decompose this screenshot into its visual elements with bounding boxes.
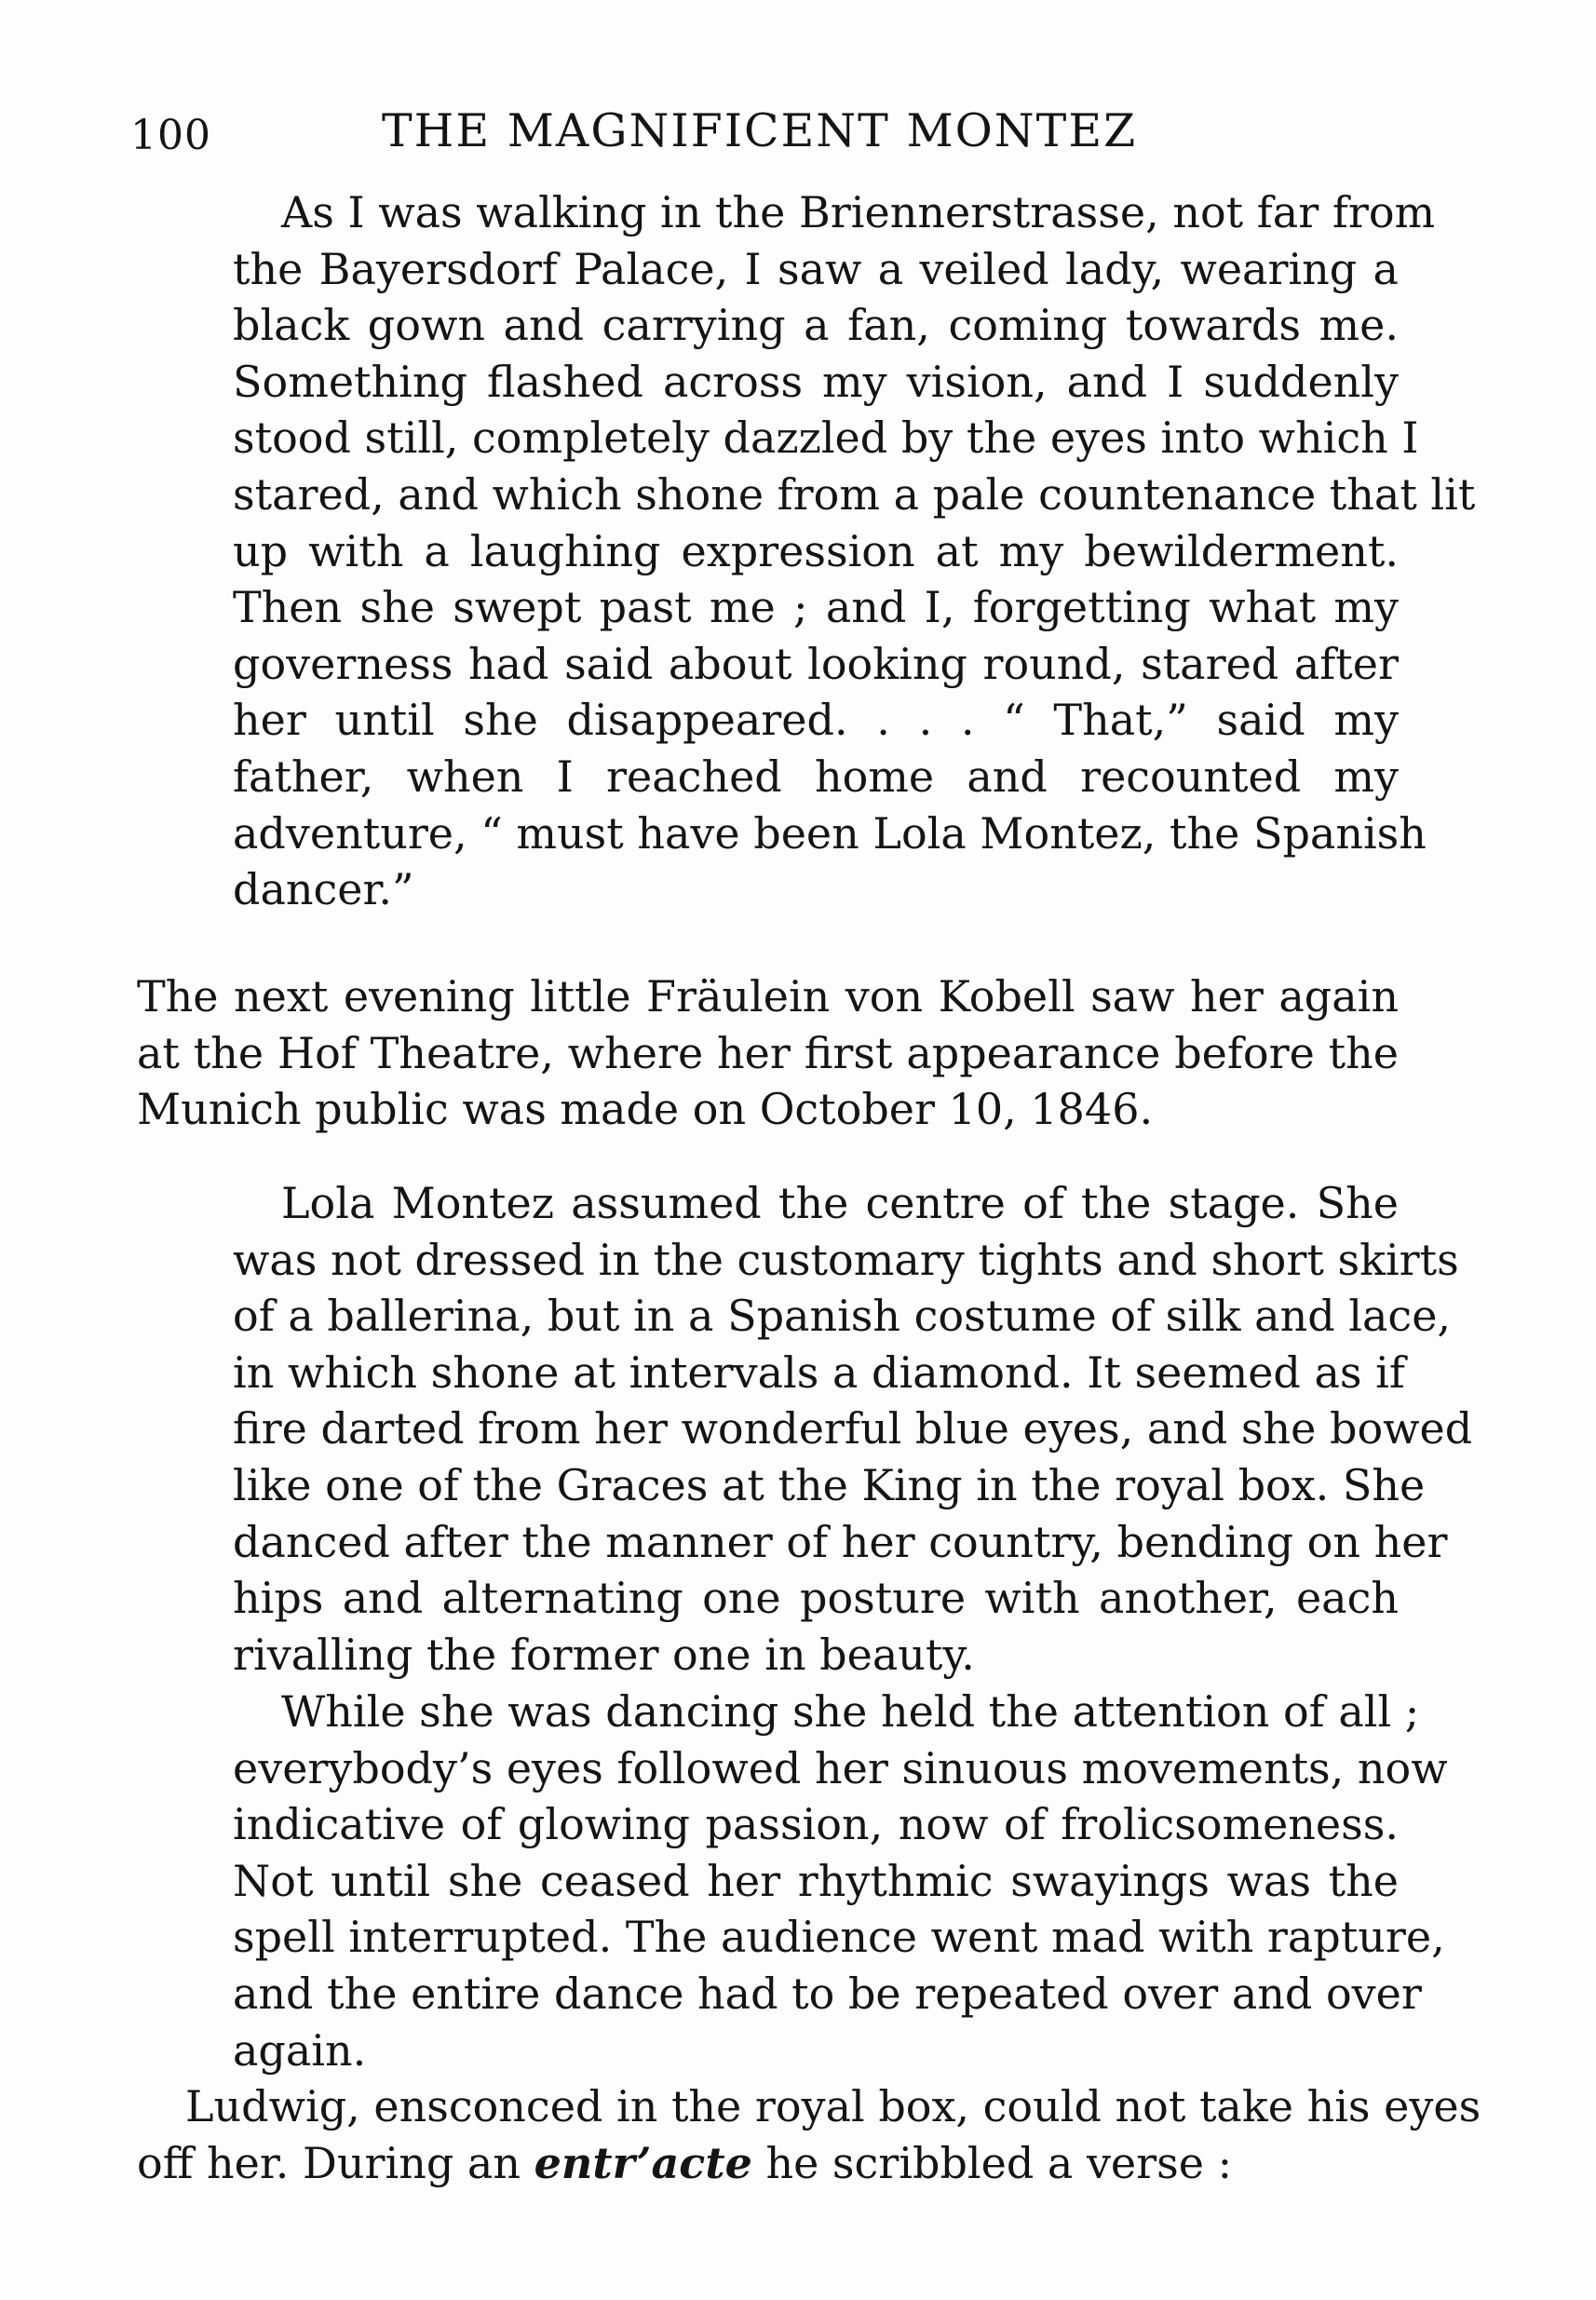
text-line: dancer.”: [233, 864, 414, 915]
text-line: fire darted from her wonderful blue eyes, and she bowed: [233, 1403, 1473, 1454]
text-fragment: he scribbled a verse :: [751, 2137, 1233, 2188]
text-line: everybody’s eyes followed her sinuous movements, now: [233, 1742, 1448, 1793]
text-line: her until she disappeared. . . . “ That,” said my: [233, 695, 1399, 746]
text-line: of a ballerina, but in a Spanish costume of silk and lace,: [233, 1291, 1452, 1342]
running-head: [130, 104, 1415, 169]
text-line: governess had said about looking round, stared after: [233, 638, 1399, 689]
text-line: As I was walking in the Briennerstrasse, not far from: [281, 187, 1436, 237]
text-line: stared, and which shone from a pale countenance that lit: [233, 468, 1476, 520]
text-line: father, when I reached home and recounted my: [233, 751, 1399, 802]
text-line-mixed: [137, 2135, 1399, 2192]
text-line: While she was dancing she held the attention of all ;: [281, 1686, 1420, 1737]
text-line: danced after the manner of her country, bending on her: [233, 1516, 1448, 1567]
text-line: Then she swept past me ; and I, forgetting what my: [233, 582, 1399, 633]
text-line: Munich public was made on October 10, 1846.: [137, 1084, 1154, 1135]
paragraph-ludwig-verse: [137, 2078, 1481, 2191]
text-line: again.: [233, 2024, 367, 2076]
text-fragment: off her. During an: [137, 2137, 534, 2188]
text-line: in which shone at intervals a diamond. It seemed as if: [233, 1346, 1405, 1398]
text-line: hips and alternating one posture with another, each: [233, 1573, 1399, 1624]
page-number: 100: [130, 112, 211, 159]
text-line: at the Hof Theatre, where her first appearance before the: [137, 1027, 1399, 1078]
text-line: spell interrupted. The audience went mad with rapture,: [233, 1912, 1445, 1963]
text-line: Lola Montez assumed the centre of the stage. She: [281, 1178, 1399, 1228]
text-line: Something flashed across my vision, and I suddenly: [233, 356, 1399, 407]
text-line: stood still, completely dazzled by the eyes into which I: [233, 413, 1419, 464]
text-line: up with a laughing expression at my bewilderment.: [233, 525, 1399, 576]
paragraph-hof-theatre: [137, 968, 1399, 1138]
text-line: Not until she ceased her rhythmic swayings was the: [233, 1855, 1399, 1906]
quote-kobell-memory: [233, 184, 1476, 918]
text-line: was not dressed in the customary tights and short skirts: [233, 1234, 1459, 1285]
text-line: The next evening little Fräulein von Kobell saw her again: [137, 971, 1399, 1021]
text-line: and the entire dance had to be repeated over and over: [233, 1968, 1422, 2019]
book-title: THE MAGNIFICENT MONTEZ: [382, 104, 1138, 157]
text-line: adventure, “ must have been Lola Montez, the Spanish: [233, 807, 1427, 859]
text-line: the Bayersdorf Palace, I saw a veiled lady, wearing a: [233, 243, 1399, 294]
quote-dance-description: [233, 1175, 1473, 1683]
text-line: black gown and carrying a fan, coming towards me.: [233, 300, 1399, 351]
text-line: indicative of glowing passion, now of frolicsomeness.: [233, 1799, 1399, 1850]
text-line: rivalling the former one in beauty.: [233, 1629, 975, 1680]
italic-term: entr’acte: [534, 2137, 752, 2188]
text-line: Ludwig, ensconced in the royal box, could not take his eyes: [185, 2081, 1481, 2131]
text-line: like one of the Graces at the King in the royal box. She: [233, 1459, 1426, 1510]
quote-audience-rapture: [233, 1684, 1448, 2078]
